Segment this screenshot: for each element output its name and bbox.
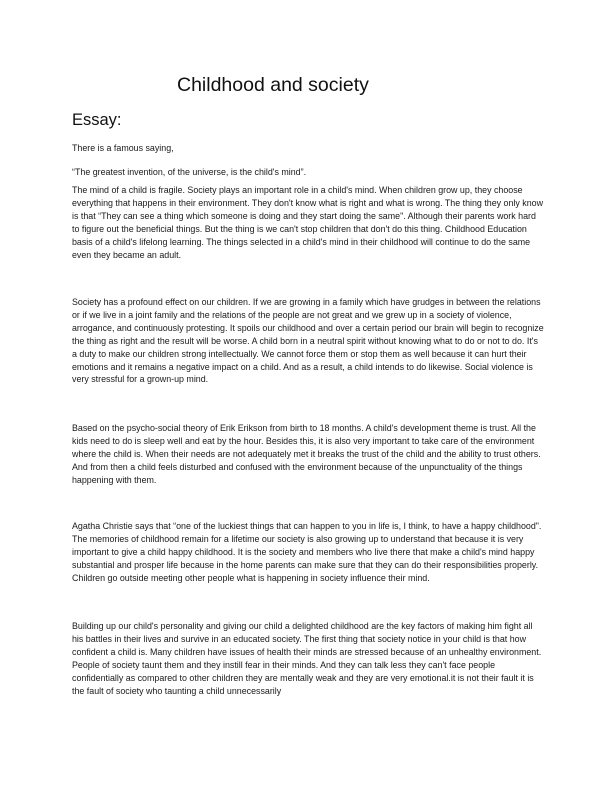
paragraph-building-personality: Building up our child's personality and giving our child a delighted childhood are the key factors of making him fight all his battles in their lives and survive in an educated society. The first thing that society notice in your child is that how confident a child is. Many children have issues of health their minds are stressed because of an unhealthy environment. People of society taunt them and they instill fear in their minds. And they can talk less they can't face people confidentially as compared to other children they are mentally weak and they are very emotional.it is not their fault it is the fault of society who taunting a child unnecessarily [72,621,542,696]
paragraph-quote: “The greatest invention, of the universe, is the child's mind”. [72,167,307,177]
paragraph-agatha-christie: Agatha Christie says that “one of the luckiest things that can happen to you in life is, I think, to have a happy childhood". The memories of childhood remain for a lifetime our society is also growing up to understand that because it is very important to give a child happy childhood. It is the society and members who live there that make a child's mind happy substantial and prosper life because in the home parents can make sure that they can do their responsibilities properly. Children go outside meeting other people what is happening in society influence their mind. [72,521,542,583]
page-title: Childhood and society [177,74,369,96]
paragraph-erikson-theory: Based on the psycho-social theory of Erik Erikson from birth to 18 months. A child's development theme is trust. All the kids need to do is sleep well and eat by the hour. Besides this, it is also very important to take care of the environment where the child is. When their needs are not adequately met it breaks the trust of the child and the ability to trust others. And from then a child feels disturbed and confused with the environment because of the unpunctuality of the things happening with them. [72,423,541,485]
paragraph-saying-intro: There is a famous saying, [72,143,174,153]
paragraph-society-effect: Society has a profound effect on our children. If we are growing in a family which have grudges in between the relations or if we live in a joint family and the relations of the people are not great and we grew up in a society of violence, arrogance, and continuously protesting. It spoils our childhood and over a certain period our brain will begin to recognize the thing as right and the result will be worse. A child born in a neutral spirit without knowing what to do or not to do. It's a duty to make our children strong intellectually. We cannot force them or stop them as well because it can hurt their emotions and it remains a negative impact on a child. And as a result, a child intends to do likewise. Social violence is very stressful for a grown-up mind. [72,297,544,385]
paragraph-fragile-mind: The mind of a child is fragile. Society plays an important role in a child's mind. When children grow up, they choose everything that happens in their environment. They don't know what is right and what is wrong. The thing they only know is that “They can see a thing which someone is doing and they start doing the same". Although their parents work hard to figure out the beneficial things. But the thing is we can't stop children that don't do this thing. Childhood Education basis of a child's lifelong learning. The things selected in a child's mind in their childhood will continue to do the same even they became an adult. [72,185,544,260]
essay-heading: Essay: [72,111,122,129]
